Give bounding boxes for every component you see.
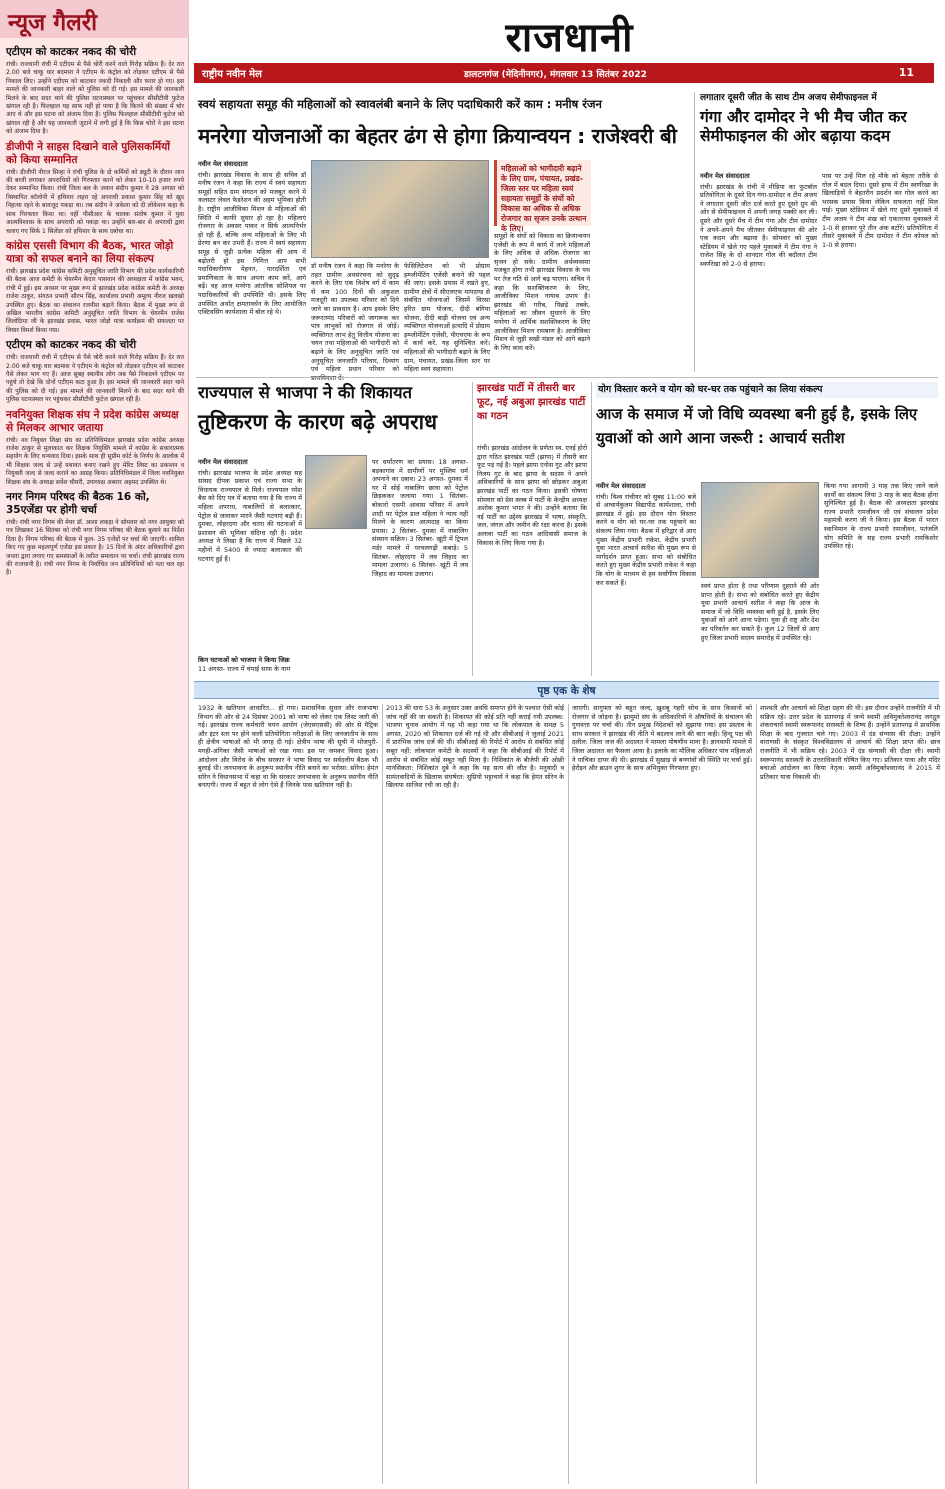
lead-col-3-text: फेसिलिटेशन को भी प्रोग्राम इम्प्लीमेंटिंग एजेंसी बनाने की पहल की जाए। इसके प्रयास में रखते हुए, ग्रामीण क्षेत्रों में सीएलएफ मापदण्ड से संबंधित योजनाओं जिसमें विरसा हरित ग्राम योजना, दीदी बगिया योजना, दीदी बाड़ी योजना एवं अन्य व्यक्तिगत योजनाओं इत्यादि में प्रोग्राम इम्प्लीमेंटिंग एजेंसी, पीएचएफ के रूप में कार्य करें, यह सुनिश्चित करें। महिलाओं की भागीदारी बढ़ाने के लिए ग्राम, पंचायत, प्रखंड-जिला स्तर पर महिला स्वयं सहायता।: [404, 262, 490, 374]
yoga-col-1: [596, 482, 696, 676]
lead-headline-box: [198, 118, 688, 156]
jmm-body-text: रांची। झारखंड आंदोलन के प्रणेता स्व. एनई होरो द्वारा गठित झारखंड पार्टी (झापा) में तीसरी बार फूट पड़ गई है। पहले झापा एनोस गुट और झापा निलम गुट के बाद झापा के सदस्य ने अपने अधिकारियों के साथ झापा को छोड़कर अबुआ झारखंड पार्टी का गठन किया। इसकी घोषणा सोमवार को प्रेस क्लब में पार्टी के केन्द्रीय अध्यक्ष अशोक कुमार भगत ने की। उन्होंने बताया कि नई पार्टी का उद्देश्य झारखंड में भाषा, संस्कृति, जल, जंगल और जमीन की रक्षा करना है। इसके अलावा पार्टी का गठन आदिवासी समाज के विकास के लिए किया गया है।: [477, 444, 587, 547]
lead-byline: नवीन मेल संवाददाता: [198, 160, 248, 168]
governor-col-1-text: रांची। झारखंड भाजपा के प्रदेश अध्यक्ष सह सांसद दीपक प्रकाश एवं राज्य सभा के विधायक राज्यपाल से मिले। राज्यपाल रमेश बैस को दिए पत्र में बताया गया है कि राज्य में महिला अपराध, नाबालिगों से बलात्कार, पेट्रोल से जलाकर मारने जैसी घटनाएं बढ़ी हैं। दुमका, लोहरदगा और चतरा की घटनाओं में प्रशासन की भूमिका संदिग्ध रही है। प्रदेश अध्यक्ष ने लिखा है कि राज्य में पिछले 32 महीनों में 5400 से ज्यादा बलात्कार की घटनाएं हुई हैं।: [198, 468, 302, 563]
remainder-col-4: [760, 704, 940, 1484]
column-rule: [382, 704, 383, 1484]
remainder-col-4-text: शाश्वती और आचार्य को शिक्षा ग्रहण की थी। इस दौरान उन्होंने राजनीति में भी सक्रिय रहे। उत्तर प्रदेश के प्रतापगढ़ में जन्मे स्वामी अविमुक्तेश्वरानंद जगद्गुरु शंकराचार्य स्वामी स्वरूपानंद सरस्वती के शिष्य हैं। उन्होंने प्रतापगढ़ में प्राथमिक शिक्षा के बाद गुजरात चले गए। 2003 में दंड संन्यास की दीक्षा: उन्होंने वाराणसी के संस्कृत विश्वविद्यालय से आचार्य की शिक्षा प्राप्त की। छात्र राजनीति में भी सक्रिय रहे। 2003 में दंड संन्यासी की दीक्षा ली। स्वामी स्वरूपानंद सरस्वती के उत्तराधिकारी घोषित किए गए। प्रतिकार यात्रा और मंदिर बचाओ आंदोलन का किया नेतृत्व: स्वामी अविमुक्तेश्वरानंद ने 2015 में प्रतिकार यात्रा निकाली थी।: [760, 704, 940, 781]
section-rule: [196, 377, 938, 378]
lead-col-1-text: रांची। झारखंड विकास के साथ ही सचिव डॉ मनीष रंजन ने कहा कि राज्य में स्वयं सहायता समूहों सहित ग्राम संगठन को मजबूत करने में कलस्टर लेवल फेडरेशन की अहम भूमिका होती है। राष्ट्रीय आजीविका मिशन से महिलाओं की स्थिति में काफी सुधार हो रहा है। महिलाएं रोजगार के अवसर पाकर न सिर्फ आत्मनिर्भर हो रही हैं, बल्कि अन्य महिलाओं के लिए भी प्रेरणा बन कर उभरी हैं। राज्य में स्वयं सहायता समूह से जुड़ी प्रत्येक महिला की आय में बढ़ोतरी हो इस निमित्त आप सभी पदाधिकारीगण मेहनत, पारदर्शिता एवं प्रमाणिकता के साथ अपना काम करें, आगे बढ़ें। वह आज मनरेगा आंतरिक सोशियल पर पदाधिकारियों की उपस्थिति थी। इसके लिए उपस्थित अर्थात् क्षमतावर्धन के लिए आयोजित एक्टिवसिंग कार्यशाला में बोल रहे थे।: [198, 170, 306, 317]
governor-photo: [305, 455, 367, 529]
news-gallery-item-body: रांची। राजधानी रांची में एटीएम से पैसे चोरी करने वाले गिरोह सक्रिय हैं। देर रात 2.00 बजे चाकू धार बदमाश ने एटीएम के कंट्रोल को तोड़कर एटीएम से पैसे निकाल लिए। उन्होंने एटीएम को काटकर नकदी निकाली और फरार हो गए। इस मामले की जानकारी बाहर वाले को पुलिस को दी गई। इस मामले की जानकारी मिलने के बाद सदर थाने की पुलिस घटनास्थल पर पहुंचकर सीसीटीवी फुटेज खंगाल रही है। फिलहाल यह साफ नहीं हो पाया है कि कितने की संख्या में चोर आए थे और इस घटना को अंजाम दिया है। पुलिस फिलहाल सीसीटीवी फुटेज को खंगाल रही है और यह जानकारी जुटाने में लगी हुई है कि किस चोरों ने इस घटना को अंजाम दिया है।: [6, 61, 184, 136]
yoga-col-2-text: स्वयं प्राप्त होता है तथा परिणाम दुहराने की ओर प्राप्त होती है। सभा को संबोधित करते हुए केंद्रीय युवा प्रभारी आचार्य सतीश ने कहा कि आज के समाज में जो विधि व्यवस्था बनी हुई है, इसके लिए युवाओं को आगे आना पड़ेगा। युवा ही राष्ट्र और देश का परिवर्तन कर सकते हैं। कुल 12 जिलों से आए हुए जिला प्रभारी सदस्य समारोह में उपस्थित रहे।: [701, 582, 819, 642]
sports-kicker: लगातार दूसरी जीत के साथ टीम अजय सेमीफाइनल में: [700, 93, 877, 103]
governor-note-title: किन घटनाओं को भाजपा ने किया जिक्र: [198, 656, 290, 664]
sports-headline-box: [700, 108, 940, 168]
yoga-headline: आज के समाज में जो विधि व्यवस्था बनी हुई है, इसके लिए युवाओं को आगे आना जरूरी : आचार्य सतीश: [596, 405, 918, 447]
lead-kicker-box: [198, 92, 688, 116]
remainder-col-1: [198, 704, 378, 1484]
lead-col-4: [494, 232, 590, 370]
sports-headline: गंगा और दामोदर ने भी मैच जीत कर सेमीफाइनल की ओर बढ़ाया कदम: [700, 108, 907, 145]
sports-col-2-text: पास पर उन्हें मिल रहे मौके को बेहतर तरीके से गोल में बदल दिया। दूसरे हाफ में टीम स्वर्णरेखा के खिलाड़ियों ने बेहतरीन प्रदर्शन कर गोल करने का भरसक प्रयास किया लेकिन सफलता नहीं मिल पाई। मुख्य स्टेडियम में खेले गए दूसरे मुकाबले में टीम अजय ने टीम शंख को एकतरफा मुकाबले में 1-0 से हराकर पूरे तीन अंक बटोरे। प्रतियोगिता में तीसरे मुकाबले में टीम दामोदर ने टीम कोयल को 1-0 से हराया।: [822, 172, 938, 249]
yoga-headline-box: [596, 402, 938, 478]
remainder-col-3-text: जाएगी। सागुफ्ता को बहुत जल्द, ख़ुशबू गहरी सोच के साथ किसानों को रोजगार से जोड़ना है। झामुमो संघ के अधिकारियों ने औषधियों के संचालन की गुणवत्ता पर चर्चा की। तीन प्रमुख निदेशकों को सुझाया गया। इस प्रस्ताव के साथ सरकार ने झारखंड की नीति में बदलाव लाने की बात कही। हिन्दू पक्ष की दलील: जिला जज की अदालत ने मामला पोषणीय माना है। ज्ञानवापी मामले में जिला अदालत का फैसला आया है। इलाके का मौलिक अधिकार पांच महिलाओं ने याचिका दायर की थी। झारखंड में सुखाड़ से बनगांवों की स्थिति पर चर्चा हुई। हेरोइन और ब्राउन शुगर के साथ अभियुक्त गिरफ्तार हुए।: [572, 704, 752, 773]
news-gallery-item: [6, 46, 184, 137]
news-gallery-item-title: नगर निगम परिषद की बैठक 16 को, 35एजेंडा पर होगी चर्चा: [6, 491, 150, 517]
news-gallery-item: [6, 339, 184, 404]
column-rule: [568, 704, 569, 1484]
news-gallery-item-body: रांची। राजधानी रांची में एटीएम से पैसे चोरी करने वाले गिरोह सक्रिय हैं। देर रात 2.00 बजे चाकू धार बदमाश ने एटीएम के कंट्रोल को तोड़कर एटीएम को काटकर पैसे लेकर भाग गए हैं। आज सुबह स्थानीय लोग जब पैसे निकालने एटीएम पर पहुंचे तो देखे कि दोनों एटीएम कटा हुआ है। इस मामले की जानकारी सदर थाने की पुलिस को दी गई। इस मामले की जानकारी मिलने के बाद सदर थाने की पुलिस घटनास्थल पर पहुंचकर सीसीटीवी फुटेज खंगाल रही है।: [6, 354, 184, 404]
news-gallery-list: [6, 42, 184, 1482]
sports-col-1: [700, 172, 817, 372]
jmm-headline-box: [477, 382, 587, 440]
news-gallery-item-title: एटीएम को काटकर नकद की चोरी: [6, 46, 137, 58]
yoga-kicker: योग विस्तार करने व योग को घर-घर तक पहुंचाने का लिया संकल्प: [598, 384, 823, 395]
yoga-kicker-box: [596, 382, 938, 398]
news-gallery-item: [6, 240, 184, 335]
edition-date: डालटनगंज (मेदिनीनगर), मंगलवार 13 सितंबर 2022: [464, 70, 647, 80]
section-title: राजधानी: [505, 14, 634, 61]
news-gallery-item-title: नवनियुक्त शिक्षक संघ ने प्रदेश कांग्रेस अध्यक्ष से मिलकर आभार जताया: [6, 408, 179, 434]
page-masthead: [194, 0, 945, 88]
lead-headline: मनरेगा योजनाओं का बेहतर ढंग से होगा क्रियान्वयन : राजेश्वरी बी: [198, 124, 677, 148]
jmm-headline: झारखंड पार्टी में तीसरी बार फूट, नई अबुआ झारखंड पार्टी का गठन: [477, 383, 586, 422]
news-gallery-tag: न्यूज गैलरी: [0, 0, 189, 38]
yoga-col-1-text: रांची। विश्व रांचीयर को सुबह 11:00 बजे से आचार्यकुलम विद्यापीठ कार्यशाला, रांची झारखंड में हुई। इस दौरान योग विस्तार करने व योग को घर-घर तक पहुंचाने का संकल्प लिया गया। बैठक में हरिद्वार से आए मुख्य केंद्रीय प्रभारी राकेश, केंद्रीय प्रभारी युवा भारत आचार्य सतीश की मुख्य रूप से मार्गदर्शन प्राप्त हुआ। सभा को संबोधित करते हुए मुख्य केंद्रीय प्रभारी राकेश ने कहा कि योग के माध्यम से हम सर्वांगीण विकास कर सकते हैं।: [596, 492, 696, 587]
news-gallery-item-title: कांग्रेस एससी विभाग की बैठक, भारत जोड़ो यात्रा को सफल बनाने का लिया संकल्प: [6, 239, 174, 265]
news-gallery-item: [6, 141, 184, 236]
lead-col-3: [404, 262, 490, 374]
news-gallery-item-body: रांची। झारखंड प्रदेश कांग्रेस कमिटी अनुसूचित जाति विभाग की प्रदेश कार्यकारिणी की बैठक आज कमेटी के चेयरमैन केदार पासवान की अध्यक्षता में कांग्रेस भवन, रांची में हुई। इस अवसर पर मुख्य रूप से झारखंड प्रदेश कांग्रेस कमेटी के अध्यक्ष राजेश ठाकुर, संगठन प्रभारी सौरभ सिंह, कार्यालय प्रभारी अमूल्य नीरज खलखो उपस्थित हुए। बैठक का संचालन रजनीश बड़ाने किया। बैठक में मुख्य रूप से अखिल भारतीय कांग्रेस कमिटी अनुसूचित जाति विभाग के चेयरमैन राजेश लिलोठिया जी के झारखंड प्रवास, भारत जोड़ो यात्रा कार्यक्रम की सफलता पर विचार विमर्श किया गया।: [6, 267, 184, 334]
lead-kicker: स्वयं सहायता समूह की महिलाओं को स्वावलंबी बनाने के लिए पदाधिकारी करें काम : मनीष रंजन: [198, 97, 602, 111]
yoga-col-3-text: किया गया आगामी 3 माह तक किए जाने वाले कार्यों का संकल्प लिया 3 माह के बाद बैठक होना सुनिश्चित हुई है। बैठक की अध्यक्षता झारखंड राज्य प्रभारी रामजीवन जी एवं संचालन प्रदेश महामंत्री करण जी ने किया। इस बैठक में भारत स्वाभिमान के राज्य प्रभारी रामजीवन, पतंजलि योग समिति के सह राज्य प्रभारी रामकिशोर उपस्थित रहे।: [824, 482, 938, 551]
governor-note-text: 11 अगस्त- राज्य में चंपाई साफ के नाम: [198, 664, 291, 673]
yoga-col-2: [701, 582, 819, 676]
governor-headline-2: तुष्टिकरण के कारण बढ़े अपराध: [198, 410, 438, 434]
news-gallery-item-body: रांची। रांची नगर निगम की मेयर डॉ. आशा लकड़ा ने सोमवार को नगर आयुक्त को पत्र लिखकर 16 सितंबर को रांची नगर निगम परिषद की बैठक बुलाने का निर्देश दिया है। निगम परिषद की बैठक में कुल- 35 एजेंडों पर चर्चा की जाएगी। शामिल किए गए कुछ महत्वपूर्ण एजेंडा इस प्रकार है। 15 दिनों के अंदर अधिकारियों द्वारा जनता द्वारा लगाए गए समस्याओं के त्वरित समाधान पर चर्चा। रांची झारखंड राज्य की राजधानी है। रांची नगर निगम के निर्वाचित जन प्रतिनिधियों को पता चल रहा है।: [6, 519, 184, 577]
masthead-strip: [194, 63, 934, 83]
lead-photo: [311, 160, 489, 258]
lead-col-2: [311, 262, 399, 374]
lead-col-1: [198, 160, 306, 370]
lead-col-4-text: समूहों के संघों को विकास का क्रियान्वयन एजेंसी के रूप में कार्य में लाने महिलाओं के लिए अधिक से अधिक रोजगार का सृजन हो सके। ग्रामीण अर्थव्यवस्था मजबूत होगा तभी झारखंड विकास के पथ पर तेज गति से आगे बढ़ पाएगा। सचिव ने कहा कि सशक्तिकरण के लिए, आजीविका मिशन नायाब उपाय है। झारखंड की गरीब, पिछड़े तबके, महिलाओं का जीवन सुधारने के लिए मनरेगा में आर्थिक सशक्तिकरण के लिए आजीविका मिशन रामबाण है। आजीविका मिशन से जुड़ी सखी मंडल को आगे बढ़ाने के लिए काम करें।: [494, 232, 590, 352]
page-number: 11: [898, 66, 914, 79]
remainder-col-3: [572, 704, 752, 1484]
column-rule: [591, 382, 592, 676]
jmm-body: [477, 444, 587, 676]
sports-col-1-text: रांची। झारखंड के रांची में मीडिया का फुटबॉल प्रतियोगिता के दूसरे दिन गंगा-दामोदर व टीम अजय ने लगातार दूसरी जीत दर्ज करते हुए दूसरे ग्रुप की ओर से सेमीफाइनल में अपनी जगह पक्की कर ली। दूसरे और दूसरे मैच में टीम गंगा और टीम दामोदर ने अपने-अपने मैच जीतकर सेमीफाइनल की ओर एक कदम और बढ़ाया है। सोमवार को मुख्य स्टेडियम में खेले गए पहले मुकाबले में टीम गंगा ने राजेश सिंह के दो शानदार गोल की बदौलत टीम स्वर्णरेखा को 2-0 से हराया।: [700, 182, 817, 268]
news-gallery-item: [6, 409, 184, 487]
governor-byline: नवीन मेल संवाददाता: [198, 458, 248, 466]
governor-headline-1: राज्यपाल से भाजपा ने की शिकायत: [198, 383, 413, 402]
governor-col-2: [372, 458, 468, 674]
governor-headline-box: [198, 382, 468, 454]
lead-col-2-text: डॉ मनीष रंजन ने कहा कि मनरेगा के तहत ग्रामीण अवसंरचना को सुदृढ़ करने के लिए एक विशेष वर्ग में काम से कम 100 दिनों की अकुशल मजदूरी का उपलब्ध परिवार को दिये जाने का प्रावधान है। आप इसके लिए जरूरतमंद परिवारों को जागरूक कर पात्र लाभुकों को रोजगार से जोड़ें। व्यक्तिगत लाभ हेतु वित्तीय योजना का चयन तथा महिलाओं की भागीदारी को बढ़ाने के लिए अनुसूचित जाति एवं अनुसूचित जनजाति परिवार, दिव्यांग एवं महिला प्रधान परिवार को: [311, 262, 399, 374]
yoga-col-3: [824, 482, 938, 676]
governor-note: [198, 656, 378, 676]
news-gallery-item-title: एटीएम को काटकर नकद की चोरी: [6, 339, 137, 352]
remainder-col-2: [386, 704, 564, 1484]
column-rule: [756, 704, 757, 1484]
remainder-col-2-text: 2013 की धारा 53 के अनुसार उक्त अवधि समाप्त होने के पश्चात ऐसी कोई जांच नहीं की जा सकती है। शिकायत की कोई प्रति नहीं कराई गयी उपलब्ध: भाजपा चुनाव आयोग में यह भी कहा गया था कि लोकपाल के समक्ष 5 अगस्त, 2020 को शिकायत दर्ज की गई थी और सीबीआई ने जुलाई 2021 में प्रारंभिक जांच दर्ज की थी। सीबीआई की रिपोर्ट में आरोप से संबंधित कोई सबूत नहीं: लोकपाल कमेटी के सदस्यों ने कहा कि सीबीआई की रिपोर्ट में आरोप से संबंधित कोई सबूत नहीं मिला है। निशिकांत के बीजेपी की ओछी मानसिकता: निशिकांत दुबे ने कहा कि यह सत्य की जीत है। मनुवादी व सामंतवादियों के खिलाफ संघर्षरत: सुप्रियो भट्टाचार्य ने कहा कि हेमंत सोरेन के खिलाफ साजिश रची जा रही है।: [386, 704, 564, 790]
news-gallery-item-body: रांची। नव नियुक्त शिक्षा संघ का प्रतिनिधिमंडल झारखंड प्रदेश कांग्रेस अध्यक्ष राजेश ठाकुर से मुलाकात कर शिक्षक नियुक्ति मामले में कांग्रेस के सकारात्मक सहयोग के लिए धन्यवाद दिया। इसके साथ ही सुप्रीम कोर्ट के निर्णय के आलोक में भी शिक्षक जल्द से उन्हें यथावत बनाए रखने हुए मेरिट लिस्ट का प्रकाशन व नियुक्ती जल्द से जल्द कराने का आग्रह किया। प्रतिनिधिमंडल में जिला नवनियुक्त शिक्षक संघ के अध्यक्ष सर्वेश चौधरी, उपाध्यक्ष अबरार अहमद उपस्थित थे।: [6, 436, 184, 486]
news-gallery-item: [6, 491, 184, 578]
column-rule: [694, 92, 695, 372]
remainder-col-1-text: 1932 के खतियान आधारित... हो गया। प्रशासनिक सुधार और राजभाषा विभाग की ओर से 24 दिसंबर 2001 को भाषा को लेकर एक लिस्ट जारी की गई। झारखंड राज्य कर्मचारी चयन आयोग (जेएसएससी) की ओर से मैट्रिक और इंटर स्तर पर होने वाली प्रतियोगिता परीक्षाओं के लिए जनजातीय के साथ ही क्षेत्रीय भाषाओं को भी जगह दी गई। क्षेत्रीय भाषा की सूची में भोजपुरी-मगही-अंगिका जैसी भाषाओं को रखा गया। इस पर जमकर विवाद हुआ। आंदोलन और विरोध के बीच सरकार ने भाषा विवाद पर सर्वदलीय बैठक भी बुलाई थी। जनभावना के अनुरूप स्थानीय नीति बनाने का भरोसा: सोरेन। हेमंत सोरेन ने विधानसभा में कहा था कि सरकार जनभावना के अनुरूप स्थानीय नीति बनाएगी। राज्य में बहुत से लोग ऐसे हैं जिनके पास खतियान नहीं है।: [198, 704, 378, 790]
sports-kicker-box: [700, 92, 940, 106]
lead-quote: [494, 160, 591, 233]
paper-name: राष्ट्रीय नवीन मेल: [202, 69, 262, 80]
sports-byline: नवीन मेल संवाददाता: [700, 172, 750, 180]
sports-col-2: [822, 172, 938, 372]
lead-quote-text: महिलाओं को भागीदारी बढ़ाने के लिए ग्राम, पंचायत, प्रखंड-जिला स्तर पर महिला स्वयं सहायता समूहों के संघों को विकास का अधिक से अधिक रोजगार का सृजन उनके उत्थान के लिए।: [501, 164, 587, 233]
news-gallery-item-body: रांची। डीजीपी नीरज सिन्हा ने रांची पुलिस के दो कर्मियों को ड्यूटी के दौरान जान की बाजी लगाकर अपराधियों को गिरफ्तार करने को लेकर 10-10 हजार रुपये देकर सम्मानित किया। रांची जिला बल के जवान संदीप कुमार ने 28 अगस्त को विस्थापित कॉलोनी में हथियार लहरा रहे अपराधी प्रकाश कुमार सिंह को खुद निहत्था रहने के बावजूद पकड़ा था। तब संदीप ने अकेला को दी लोकेशन कहा के साथ गिरफ्तार किया था। वहीं पीसीआर के चालक संतोष कुमार ने युवा आत्मविश्वास के साथ अपराधी को पकड़ा था। उन्होंने बार-बार से अपराधी द्वारा चलाए गए सिर्फ़ 1 सिलेंडर को हथियार के साथ दबोचा था।: [6, 168, 184, 235]
column-rule: [472, 382, 473, 676]
governor-col-1: [198, 458, 302, 674]
governor-col-2-text: पर धर्मांतरण का प्रयास। 18 अगस्त- बड़कागांव में ग्रामीणों पर मुस्लिम धर्म अपनाने का दबाव। 23 अगस्त- दुमका में घर में सोई नाबालिग छात्रा को पेट्रोल छिड़ककर जलाया गया। 1 सितंबर- बोकारो एसपी आवास परिसर में अपने शादी पर पेट्रोल डाल महिला ने न्याय नहीं मिलने के कारण आत्मदाह का किया प्रयास। 2 सितंबर- दुमका में नाबालिग संस्थान सक्रिय। 3 सितंबर- खूंटी में ट्रिपल मर्डर मामले में परचलगढ़ी कबाड़े। 5 सितंबर- लोहरदगा में लव जिहाद का मामला उजागर। 6 सितंबर- खूंटी में लव जिहाद का मामला उजागर।: [372, 458, 468, 578]
continued-section-label: पृष्ठ एक के शेष: [537, 685, 596, 697]
yoga-byline: नवीन मेल संवाददाता: [596, 482, 646, 490]
continued-section-bar: [194, 681, 939, 699]
news-gallery-item-title: डीजीपी ने साहस दिखाने वाले पुलिसकर्मियों को किया सम्मानित: [6, 140, 171, 166]
news-gallery-sidebar: [0, 0, 189, 1489]
yoga-photo: [701, 482, 819, 578]
